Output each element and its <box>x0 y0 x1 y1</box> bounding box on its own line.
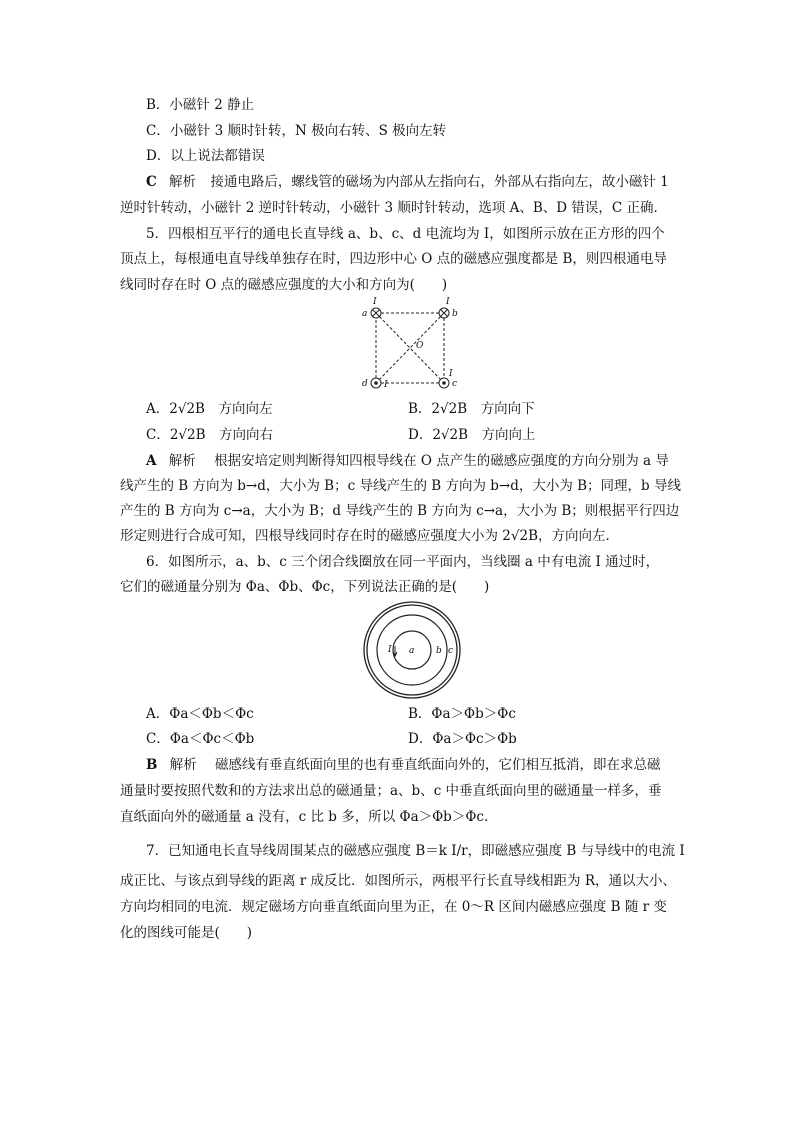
q7-stem-line4: 化的图线可能是( ) <box>120 925 253 941</box>
label-I-d: I <box>384 380 388 390</box>
q4-option-c: C．小磁针 3 顺时针转，N 极向右转、S 极向左转 <box>146 123 447 139</box>
wire-c-out-of-page-icon <box>439 378 449 388</box>
wire-a-into-page-icon <box>371 308 381 318</box>
q6-solution-line1 <box>146 756 686 774</box>
q5-stem-line1: 5．四根相互平行的通电长直导线 a、b、c、d 电流均为 I，如图所示放在正方形的四个 <box>146 226 665 242</box>
label-I-c: I <box>449 369 453 379</box>
q4-option-d: D．以上说法都错误 <box>146 148 265 164</box>
q6-option-c: C．Φa＜Φc＜Φb <box>146 731 255 747</box>
q5-solution-line2: 线产生的 B 方向为 b→d，大小为 B；c 导线产生的 B 方向为 b→d，大小为 B；同理，b 导线 <box>120 478 681 494</box>
q6-option-d: D．Φa＞Φc＞Φb <box>408 731 517 747</box>
label-I-a: I <box>373 297 377 307</box>
label-I-b: I <box>446 297 450 307</box>
q6-solution-label: 解析 <box>169 757 197 773</box>
label-O: O <box>416 341 424 351</box>
q4-solution-label: 解析 <box>169 174 197 190</box>
q5-option-c: C．2√2B 方向向右 <box>146 427 274 443</box>
q4-solution-line1 <box>146 173 686 191</box>
q6-stem-line1: 6．如图所示，a、b、c 三个闭合线圈放在同一平面内，当线圈 a 中有电流 I 通过时， <box>146 554 660 570</box>
q6-solution-line3: 直纸面向外的磁通量 a 没有，c 比 b 多，所以 Φa＞Φb＞Φc. <box>120 809 489 825</box>
q6-solution-line2: 通量时要按照代数和的方法求出总的磁通量；a、b、c 中垂直纸面向里的磁通量一样多，垂 <box>120 783 662 799</box>
label-b: b <box>436 646 442 656</box>
q5-answer-tag: A <box>146 453 157 469</box>
q6-stem-line2: 它们的磁通量分别为 Φa、Φb、Φc，下列说法正确的是( ) <box>120 579 490 595</box>
q5-solution-line4: 形定则进行合成可知，四根导线同时存在时的磁感应强度大小为 2√2B，方向向左． <box>120 528 619 544</box>
label-b: b <box>452 309 458 319</box>
q5-solution-line1 <box>146 452 686 470</box>
wire-b-into-page-icon <box>439 308 449 318</box>
q4-solution-text: 接通电路后，螺线管的磁场为内部从左指向右，外部从右指向左，故小磁针 1 <box>210 174 669 190</box>
wire-d-out-of-page-icon <box>371 378 381 388</box>
q6-option-b: B．Φa＞Φb＞Φc <box>408 706 516 722</box>
label-c: c <box>448 646 454 656</box>
label-d: d <box>362 379 368 389</box>
q6-answer-tag: B <box>146 757 158 773</box>
label-a: a <box>362 309 368 319</box>
q6-concentric-coils-figure <box>360 600 464 700</box>
q4-solution-line2: 逆时针转动，小磁针 2 逆时针转动，小磁针 3 顺时针转动，选项 A、B、D 错误，C 正确． <box>120 200 668 216</box>
q6-solution-text: 磁感线有垂直纸面向里的也有垂直纸面向外的，它们相互抵消，即在求总磁 <box>215 757 661 773</box>
q4-option-b: B．小磁针 2 静止 <box>146 97 255 113</box>
q7-stem-line2: 成正比、与该点到导线的距离 r 成反比．如图所示，两根平行长直导线相距为 R，通以大小、 <box>120 873 676 889</box>
q6-option-a: A．Φa＜Φb＜Φc <box>146 706 254 722</box>
q5-stem-line3: 线同时存在时 O 点的磁感应强度的大小和方向为( ) <box>120 277 448 293</box>
q4-answer-tag: C <box>146 174 157 190</box>
q7-stem-line1: 7．已知通电长直导线周围某点的磁感应强度 B＝k I/r，即磁感应强度 B 与导线中的电流 I <box>146 843 685 859</box>
q5-solution-label: 解析 <box>168 453 196 469</box>
label-a: a <box>409 646 415 656</box>
label-I: I <box>388 645 392 655</box>
q7-stem-line3: 方向均相同的电流．规定磁场方向垂直纸面向里为正，在 0～R 区间内磁感应强度 B 随 r 变 <box>120 899 667 915</box>
q5-solution-text: 根据安培定则判断得知四根导线在 O 点产生的磁感应强度的方向分别为 a 导 <box>214 453 669 469</box>
q5-option-b: B．2√2B 方向向下 <box>408 401 535 417</box>
q5-option-a: A．2√2B 方向向左 <box>146 401 273 417</box>
q5-option-d: D．2√2B 方向向上 <box>408 427 536 443</box>
q5-stem-line2: 顶点上，每根通电直导线单独存在时，四边形中心 O 点的磁感应强度都是 B，则四根通电导 <box>120 251 667 267</box>
q5-square-wires-figure <box>356 296 466 396</box>
label-c: c <box>452 379 458 389</box>
q5-solution-line3: 产生的 B 方向为 c→a，大小为 B；d 导线产生的 B 方向为 c→a，大小为 B；则根据平行四边 <box>120 503 680 519</box>
